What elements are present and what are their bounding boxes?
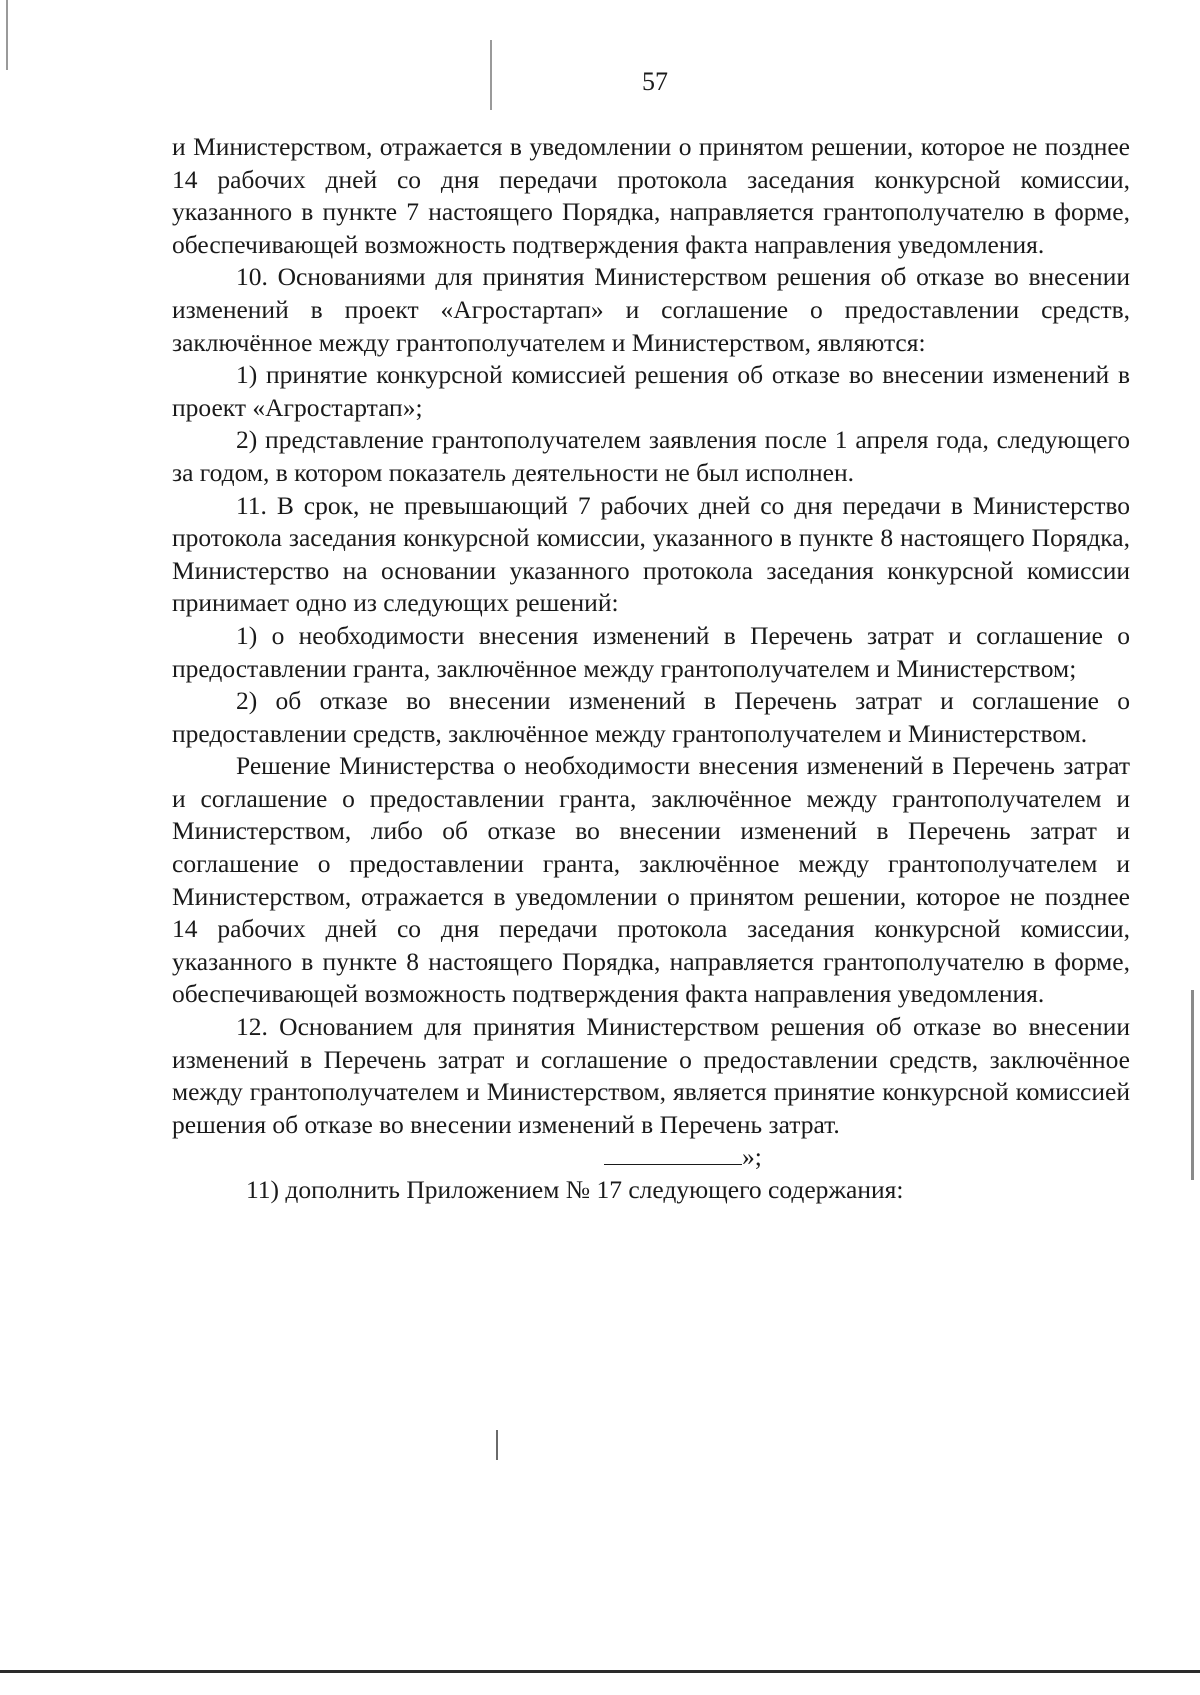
paragraph-decision: Решение Министерства о необходимости внесения изменений в Перечень затрат и соглашение о предоставлении гранта, заключённое между грантополучателем и Министерством, либо об отказе во внесении изменений в Перечень затрат и соглашение о предоставлении гранта, заключённое между грантополучателем и Министерством, отражается в уведомлении о принятом решении, которое не позднее 14 рабочих дней со дня передачи протокола заседания конкурсной комиссии, указанного в пункте 8 настоящего Порядка, направляется грантополучателю в форме, обеспечивающей возможность подтверждения факта направления уведомления. — [172, 751, 1130, 1009]
document-body — [172, 131, 1130, 1207]
closing-underline — [604, 1142, 742, 1165]
scan-bottom-line — [0, 1670, 1200, 1673]
closing-mark: »; — [742, 1142, 762, 1172]
page-number: 57 — [642, 67, 668, 96]
paragraph-continuation: и Министерством, отражается в уведомлении о принятом решении, которое не позднее 14 рабочих дней со дня передачи протокола заседания конкурсной комиссии, указанного в пункте 7 настоящего Порядка, направляется грантополучателю в форме, обеспечивающей возможность подтверждения факта направления уведомления. — [172, 132, 1130, 259]
amendment-line: 11) дополнить Приложением № 17 следующего содержания: — [246, 1175, 904, 1204]
scan-fold-mark-mid — [496, 1430, 498, 1460]
paragraph-item-10-1: 1) принятие конкурсной комиссией решения об отказе во внесении изменений в проект «Агростартап»; — [172, 360, 1130, 422]
paragraph-item-11-1: 1) о необходимости внесения изменений в Перечень затрат и соглашение о предоставлении гранта, заключённое между грантополучателем и Министерством; — [172, 620, 1130, 683]
paragraph-item-11: 11. В срок, не превышающий 7 рабочих дней со дня передачи в Министерство протокола заседания конкурсной комиссии, указанного в пункте 8 настоящего Порядка, Министерство на основании указанного протокола заседания конкурсной комиссии принимает одно из следующих решений: — [172, 490, 1130, 618]
closing-line — [172, 1141, 1130, 1174]
scan-edge-left — [6, 0, 8, 70]
paragraph-item-10-2: 2) представление грантополучателем заявления после 1 апреля года, следующего за годом, в котором показатель деятельности не был исполнен. — [172, 425, 1130, 487]
paragraph-item-10: 10. Основаниями для принятия Министерством решения об отказе во внесении изменений в проект «Агростартап» и соглашение о предоставлении средств, заключённое между грантополучателем и Министерством, являются: — [172, 262, 1130, 357]
paragraph-item-12: 12. Основанием для принятия Министерством решения об отказе во внесении изменений в Перечень затрат и соглашение о предоставлении средств, заключённое между грантополучателем и Министерством, является принятие конкурсной комиссией решения об отказе во внесении изменений в Перечень затрат. — [172, 1012, 1130, 1139]
scan-edge-right — [1191, 990, 1194, 1180]
paragraph-item-11-2: 2) об отказе во внесении изменений в Перечень затрат и соглашение о предоставлении средств, заключённое между грантополучателем и Министерством. — [172, 686, 1130, 748]
